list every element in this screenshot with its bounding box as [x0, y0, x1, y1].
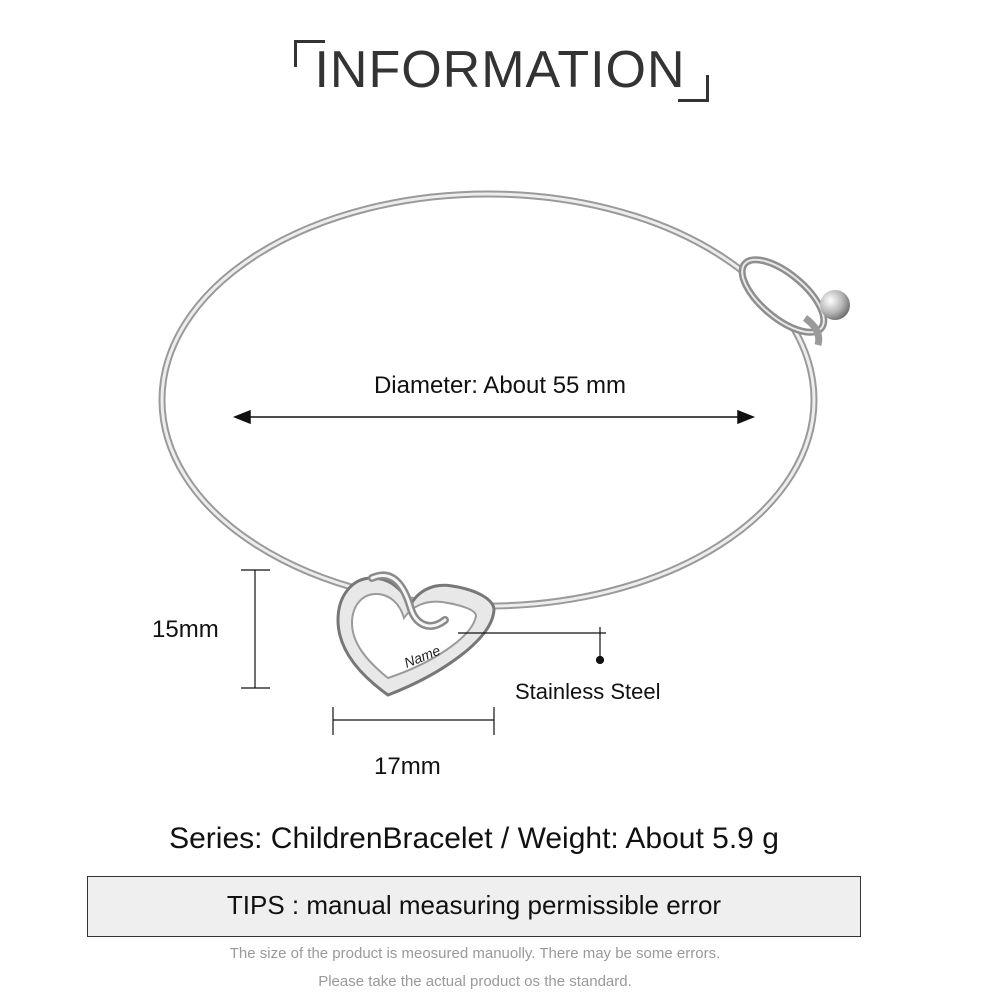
clasp-ball — [820, 290, 850, 320]
pendant-engraving: Name — [401, 641, 443, 671]
heart-pendant — [338, 575, 494, 695]
width-dimension-line — [333, 707, 494, 735]
disclaimer-line-1: The size of the product is meosured manuolly. There may be some errors. — [229, 945, 721, 962]
bangle-wire — [162, 194, 814, 606]
material-leader-line — [458, 627, 606, 664]
page-title: INFORMATION — [314, 41, 686, 99]
material-label: Stainless Steel — [515, 679, 661, 704]
clasp — [731, 247, 850, 345]
diameter-arrow — [235, 411, 753, 423]
series-weight-text: Series: ChildrenBracelet / Weight: About 5.9 g — [169, 822, 779, 855]
height-dimension-line — [241, 570, 270, 688]
diameter-label: Diameter: About 55 mm — [373, 372, 627, 399]
height-label: 15mm — [152, 616, 219, 643]
disclaimer-line-2: Please take the actual product os the standard. — [318, 973, 632, 990]
tips-text: TIPS : manual measuring permissible error — [226, 890, 722, 920]
width-label: 17mm — [374, 753, 441, 780]
